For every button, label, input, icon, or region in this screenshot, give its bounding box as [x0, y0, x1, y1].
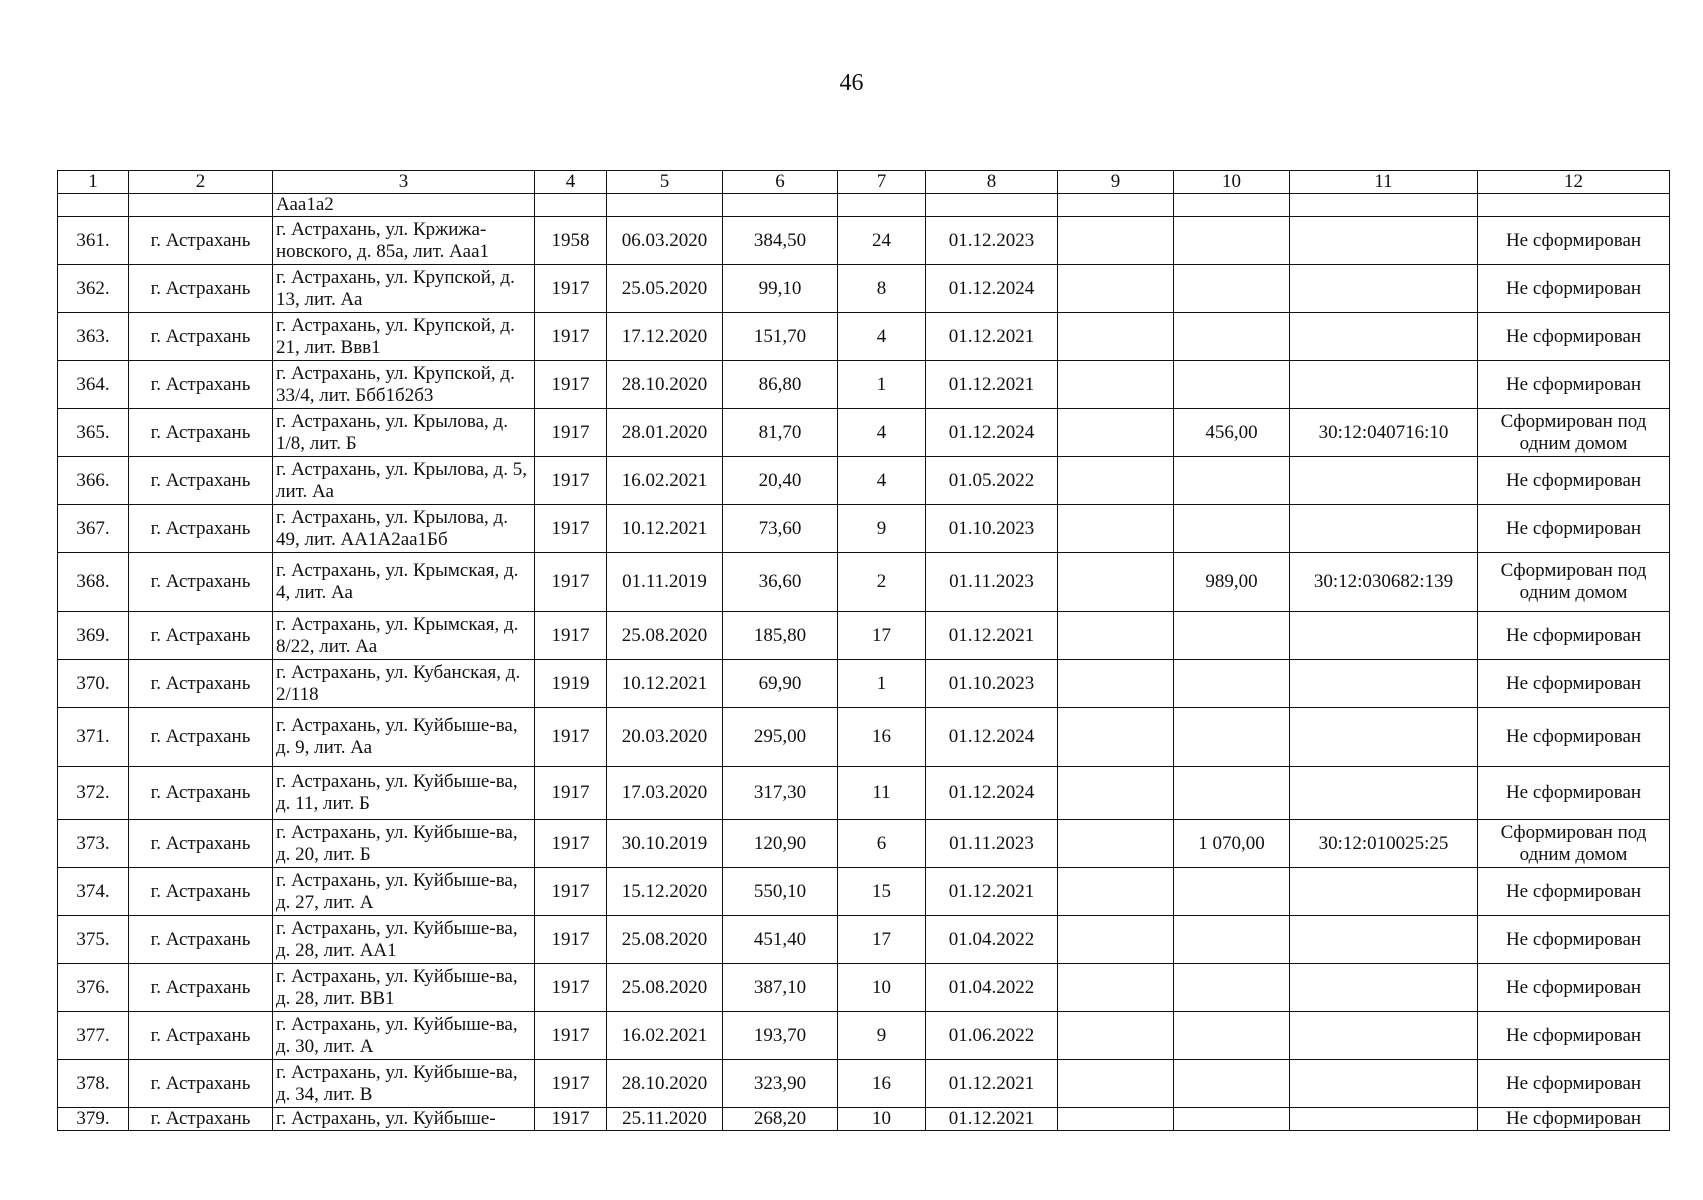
area-cell: 323,90 — [723, 1060, 838, 1108]
address-cell: г. Астрахань, ул. Крылова, д. 49, лит. АА1А2аа1Бб — [273, 505, 535, 553]
city-cell: г. Астрахань — [129, 265, 273, 313]
land-area-cell — [1174, 708, 1290, 767]
column-9-cell — [1058, 820, 1174, 868]
land-area-cell — [1174, 612, 1290, 660]
land-status-cell: Не сформирован — [1478, 916, 1670, 964]
land-area-cell — [1174, 964, 1290, 1012]
date-cell: 25.08.2020 — [607, 964, 723, 1012]
cadastral-number-cell — [1290, 1108, 1478, 1131]
area-cell: 36,60 — [723, 553, 838, 612]
column-9-cell — [1058, 612, 1174, 660]
table-row — [58, 457, 1670, 505]
column-9-cell — [1058, 868, 1174, 916]
city-cell: г. Астрахань — [129, 708, 273, 767]
column-header: 10 — [1174, 171, 1290, 194]
cadastral-number-cell — [1290, 708, 1478, 767]
deadline-cell: 01.10.2023 — [926, 660, 1058, 708]
city-cell: г. Астрахань — [129, 820, 273, 868]
column-9-cell — [1058, 361, 1174, 409]
column-9-cell — [1058, 505, 1174, 553]
residents-cell: 9 — [838, 505, 926, 553]
city-cell: г. Астрахань — [129, 1060, 273, 1108]
residents-cell: 4 — [838, 313, 926, 361]
cell — [58, 194, 129, 217]
row-number: 370. — [58, 660, 129, 708]
row-number: 365. — [58, 409, 129, 457]
date-cell: 20.03.2020 — [607, 708, 723, 767]
row-number: 376. — [58, 964, 129, 1012]
residents-cell: 9 — [838, 1012, 926, 1060]
address-cell: г. Астрахань, ул. Куйбыше-ва, д. 20, лит. Б — [273, 820, 535, 868]
table-row — [58, 265, 1670, 313]
land-area-cell — [1174, 505, 1290, 553]
residents-cell: 6 — [838, 820, 926, 868]
deadline-cell: 01.12.2024 — [926, 409, 1058, 457]
land-status-cell: Не сформирован — [1478, 217, 1670, 265]
deadline-cell: 01.12.2024 — [926, 708, 1058, 767]
deadline-cell: 01.12.2021 — [926, 1108, 1058, 1131]
land-area-cell — [1174, 313, 1290, 361]
land-status-cell: Не сформирован — [1478, 964, 1670, 1012]
area-cell: 384,50 — [723, 217, 838, 265]
residents-cell: 10 — [838, 1108, 926, 1131]
date-cell: 28.01.2020 — [607, 409, 723, 457]
address-cell: г. Астрахань, ул. Куйбыше- — [273, 1108, 535, 1131]
area-cell: 20,40 — [723, 457, 838, 505]
cadastral-number-cell: 30:12:040716:10 — [1290, 409, 1478, 457]
row-number: 367. — [58, 505, 129, 553]
address-cell: г. Астрахань, ул. Куйбыше-ва, д. 30, лит. А — [273, 1012, 535, 1060]
date-cell: 28.10.2020 — [607, 1060, 723, 1108]
year-cell: 1917 — [535, 820, 607, 868]
row-number: 361. — [58, 217, 129, 265]
residents-cell: 1 — [838, 361, 926, 409]
year-cell: 1917 — [535, 612, 607, 660]
row-number: 374. — [58, 868, 129, 916]
year-cell: 1917 — [535, 409, 607, 457]
area-cell: 69,90 — [723, 660, 838, 708]
address-cell: г. Астрахань, ул. Крупской, д. 21, лит. Ввв1 — [273, 313, 535, 361]
date-cell: 25.08.2020 — [607, 612, 723, 660]
land-status-cell: Сформирован под одним домом — [1478, 820, 1670, 868]
address-cell: г. Астрахань, ул. Крупской, д. 33/4, лит. Ббб1б2б3 — [273, 361, 535, 409]
table-row — [58, 409, 1670, 457]
year-cell: 1919 — [535, 660, 607, 708]
year-cell: 1917 — [535, 868, 607, 916]
city-cell: г. Астрахань — [129, 409, 273, 457]
deadline-cell: 01.12.2021 — [926, 361, 1058, 409]
table-row — [58, 820, 1670, 868]
cell — [1478, 194, 1670, 217]
year-cell: 1917 — [535, 265, 607, 313]
cell — [129, 194, 273, 217]
date-cell: 01.11.2019 — [607, 553, 723, 612]
table-row — [58, 868, 1670, 916]
land-status-cell: Не сформирован — [1478, 361, 1670, 409]
land-status-cell: Не сформирован — [1478, 1108, 1670, 1131]
column-header: 12 — [1478, 171, 1670, 194]
table-row — [58, 708, 1670, 767]
area-cell: 120,90 — [723, 820, 838, 868]
area-cell: 99,10 — [723, 265, 838, 313]
residents-cell: 10 — [838, 964, 926, 1012]
city-cell: г. Астрахань — [129, 1108, 273, 1131]
city-cell: г. Астрахань — [129, 457, 273, 505]
deadline-cell: 01.12.2021 — [926, 612, 1058, 660]
address-cell: г. Астрахань, ул. Куйбыше-ва, д. 27, лит. А — [273, 868, 535, 916]
residents-cell: 1 — [838, 660, 926, 708]
year-cell: 1958 — [535, 217, 607, 265]
land-area-cell — [1174, 767, 1290, 820]
cadastral-number-cell — [1290, 457, 1478, 505]
cadastral-number-cell — [1290, 660, 1478, 708]
year-cell: 1917 — [535, 916, 607, 964]
row-number: 375. — [58, 916, 129, 964]
column-header: 5 — [607, 171, 723, 194]
area-cell: 81,70 — [723, 409, 838, 457]
land-status-cell: Не сформирован — [1478, 457, 1670, 505]
column-header: 4 — [535, 171, 607, 194]
year-cell: 1917 — [535, 708, 607, 767]
table-row — [58, 217, 1670, 265]
year-cell: 1917 — [535, 767, 607, 820]
cell — [723, 194, 838, 217]
cell — [607, 194, 723, 217]
area-cell: 317,30 — [723, 767, 838, 820]
cadastral-number-cell — [1290, 964, 1478, 1012]
address-cell: г. Астрахань, ул. Крылова, д. 5, лит. Аа — [273, 457, 535, 505]
date-cell: 25.05.2020 — [607, 265, 723, 313]
column-9-cell — [1058, 660, 1174, 708]
land-area-cell — [1174, 1060, 1290, 1108]
deadline-cell: 01.11.2023 — [926, 820, 1058, 868]
column-header: 7 — [838, 171, 926, 194]
column-header: 6 — [723, 171, 838, 194]
land-area-cell — [1174, 217, 1290, 265]
land-status-cell: Не сформирован — [1478, 708, 1670, 767]
cadastral-number-cell — [1290, 767, 1478, 820]
column-header: 3 — [273, 171, 535, 194]
date-cell: 10.12.2021 — [607, 505, 723, 553]
column-9-cell — [1058, 1060, 1174, 1108]
table-body — [58, 194, 1670, 1131]
land-area-cell — [1174, 265, 1290, 313]
cell — [838, 194, 926, 217]
city-cell: г. Астрахань — [129, 217, 273, 265]
city-cell: г. Астрахань — [129, 767, 273, 820]
row-number: 366. — [58, 457, 129, 505]
cadastral-number-cell — [1290, 217, 1478, 265]
deadline-cell: 01.11.2023 — [926, 553, 1058, 612]
city-cell: г. Астрахань — [129, 505, 273, 553]
row-number: 378. — [58, 1060, 129, 1108]
residents-cell: 24 — [838, 217, 926, 265]
land-area-cell: 1 070,00 — [1174, 820, 1290, 868]
city-cell: г. Астрахань — [129, 916, 273, 964]
row-number: 362. — [58, 265, 129, 313]
column-9-cell — [1058, 964, 1174, 1012]
column-9-cell — [1058, 409, 1174, 457]
area-cell: 451,40 — [723, 916, 838, 964]
land-status-cell: Не сформирован — [1478, 1060, 1670, 1108]
cell — [1290, 194, 1478, 217]
cadastral-number-cell — [1290, 1060, 1478, 1108]
table-row — [58, 964, 1670, 1012]
column-header: 8 — [926, 171, 1058, 194]
table-row — [58, 612, 1670, 660]
column-header: 1 — [58, 171, 129, 194]
row-number: 373. — [58, 820, 129, 868]
cadastral-number-cell: 30:12:030682:139 — [1290, 553, 1478, 612]
year-cell: 1917 — [535, 553, 607, 612]
table-row — [58, 660, 1670, 708]
column-header: 9 — [1058, 171, 1174, 194]
residents-cell: 8 — [838, 265, 926, 313]
address-cell: г. Астрахань, ул. Куйбыше-ва, д. 28, лит. АА1 — [273, 916, 535, 964]
deadline-cell: 01.12.2021 — [926, 313, 1058, 361]
cell — [926, 194, 1058, 217]
residents-cell: 11 — [838, 767, 926, 820]
deadline-cell: 01.04.2022 — [926, 964, 1058, 1012]
area-cell: 295,00 — [723, 708, 838, 767]
column-9-cell — [1058, 265, 1174, 313]
address-cell: г. Астрахань, ул. Кржижа-новского, д. 85а, лит. Ааа1 — [273, 217, 535, 265]
table-row — [58, 361, 1670, 409]
area-cell: 151,70 — [723, 313, 838, 361]
land-status-cell: Не сформирован — [1478, 265, 1670, 313]
date-cell: 16.02.2021 — [607, 1012, 723, 1060]
land-area-cell — [1174, 1108, 1290, 1131]
address-cell: г. Астрахань, ул. Кубанская, д. 2/118 — [273, 660, 535, 708]
cadastral-number-cell — [1290, 265, 1478, 313]
table-row — [58, 313, 1670, 361]
land-area-cell — [1174, 457, 1290, 505]
city-cell: г. Астрахань — [129, 868, 273, 916]
land-status-cell: Не сформирован — [1478, 767, 1670, 820]
address-cell: г. Астрахань, ул. Крымская, д. 4, лит. Аа — [273, 553, 535, 612]
area-cell: 268,20 — [723, 1108, 838, 1131]
year-cell: 1917 — [535, 1108, 607, 1131]
column-9-cell — [1058, 708, 1174, 767]
table-row — [58, 505, 1670, 553]
area-cell: 550,10 — [723, 868, 838, 916]
year-cell: 1917 — [535, 361, 607, 409]
row-number: 371. — [58, 708, 129, 767]
land-area-cell — [1174, 916, 1290, 964]
column-header: 2 — [129, 171, 273, 194]
residents-cell: 17 — [838, 612, 926, 660]
land-area-cell: 989,00 — [1174, 553, 1290, 612]
row-number: 369. — [58, 612, 129, 660]
cadastral-number-cell — [1290, 361, 1478, 409]
address-cell: г. Астрахань, ул. Куйбыше-ва, д. 9, лит. Аа — [273, 708, 535, 767]
column-9-cell — [1058, 1012, 1174, 1060]
area-cell: 73,60 — [723, 505, 838, 553]
row-number: 377. — [58, 1012, 129, 1060]
column-header: 11 — [1290, 171, 1478, 194]
land-status-cell: Не сформирован — [1478, 868, 1670, 916]
date-cell: 06.03.2020 — [607, 217, 723, 265]
land-status-cell: Не сформирован — [1478, 1012, 1670, 1060]
column-9-cell — [1058, 553, 1174, 612]
year-cell: 1917 — [535, 505, 607, 553]
deadline-cell: 01.12.2024 — [926, 767, 1058, 820]
area-cell: 193,70 — [723, 1012, 838, 1060]
city-cell: г. Астрахань — [129, 964, 273, 1012]
cadastral-number-cell — [1290, 612, 1478, 660]
area-cell: 185,80 — [723, 612, 838, 660]
residents-cell: 15 — [838, 868, 926, 916]
cadastral-number-cell — [1290, 505, 1478, 553]
year-cell: 1917 — [535, 313, 607, 361]
column-9-cell — [1058, 916, 1174, 964]
table-row — [58, 1060, 1670, 1108]
deadline-cell: 01.06.2022 — [926, 1012, 1058, 1060]
residents-cell: 4 — [838, 457, 926, 505]
deadline-cell: 01.10.2023 — [926, 505, 1058, 553]
deadline-cell: 01.12.2024 — [926, 265, 1058, 313]
address-cell: г. Астрахань, ул. Крылова, д. 1/8, лит. Б — [273, 409, 535, 457]
cadastral-number-cell — [1290, 868, 1478, 916]
area-cell: 86,80 — [723, 361, 838, 409]
date-cell: 10.12.2021 — [607, 660, 723, 708]
deadline-cell: 01.05.2022 — [926, 457, 1058, 505]
city-cell: г. Астрахань — [129, 660, 273, 708]
column-9-cell — [1058, 313, 1174, 361]
continuation-address: Ааа1а2 — [273, 194, 535, 217]
land-status-cell: Не сформирован — [1478, 505, 1670, 553]
residents-cell: 17 — [838, 916, 926, 964]
cadastral-number-cell — [1290, 916, 1478, 964]
land-status-cell: Сформирован под одним домом — [1478, 409, 1670, 457]
table-row — [58, 767, 1670, 820]
city-cell: г. Астрахань — [129, 361, 273, 409]
city-cell: г. Астрахань — [129, 553, 273, 612]
area-cell: 387,10 — [723, 964, 838, 1012]
year-cell: 1917 — [535, 1060, 607, 1108]
date-cell: 25.08.2020 — [607, 916, 723, 964]
deadline-cell: 01.12.2021 — [926, 868, 1058, 916]
city-cell: г. Астрахань — [129, 313, 273, 361]
continuation-row — [58, 194, 1670, 217]
year-cell: 1917 — [535, 1012, 607, 1060]
row-number: 363. — [58, 313, 129, 361]
land-status-cell: Не сформирован — [1478, 660, 1670, 708]
row-number: 372. — [58, 767, 129, 820]
date-cell: 17.12.2020 — [607, 313, 723, 361]
date-cell: 25.11.2020 — [607, 1108, 723, 1131]
year-cell: 1917 — [535, 457, 607, 505]
table-row — [58, 1012, 1670, 1060]
address-cell: г. Астрахань, ул. Крымская, д. 8/22, лит. Аа — [273, 612, 535, 660]
row-number: 379. — [58, 1108, 129, 1131]
city-cell: г. Астрахань — [129, 1012, 273, 1060]
date-cell: 16.02.2021 — [607, 457, 723, 505]
column-9-cell — [1058, 1108, 1174, 1131]
column-9-cell — [1058, 217, 1174, 265]
land-area-cell: 456,00 — [1174, 409, 1290, 457]
residents-cell: 16 — [838, 708, 926, 767]
date-cell: 17.03.2020 — [607, 767, 723, 820]
date-cell: 28.10.2020 — [607, 361, 723, 409]
land-status-cell: Сформирован под одним домом — [1478, 553, 1670, 612]
table-row — [58, 916, 1670, 964]
row-number: 364. — [58, 361, 129, 409]
column-number-row — [58, 171, 1670, 194]
column-9-cell — [1058, 457, 1174, 505]
address-cell: г. Астрахань, ул. Куйбыше-ва, д. 34, лит. В — [273, 1060, 535, 1108]
land-status-cell: Не сформирован — [1478, 612, 1670, 660]
row-number: 368. — [58, 553, 129, 612]
deadline-cell: 01.12.2023 — [926, 217, 1058, 265]
cell — [1174, 194, 1290, 217]
date-cell: 30.10.2019 — [607, 820, 723, 868]
residents-cell: 2 — [838, 553, 926, 612]
land-area-cell — [1174, 660, 1290, 708]
cell — [535, 194, 607, 217]
housing-registry-table — [57, 170, 1670, 1131]
table-row — [58, 1108, 1670, 1131]
land-area-cell — [1174, 868, 1290, 916]
column-9-cell — [1058, 767, 1174, 820]
deadline-cell: 01.12.2021 — [926, 1060, 1058, 1108]
address-cell: г. Астрахань, ул. Куйбыше-ва, д. 11, лит. Б — [273, 767, 535, 820]
cadastral-number-cell: 30:12:010025:25 — [1290, 820, 1478, 868]
year-cell: 1917 — [535, 964, 607, 1012]
land-area-cell — [1174, 361, 1290, 409]
land-status-cell: Не сформирован — [1478, 313, 1670, 361]
cadastral-number-cell — [1290, 313, 1478, 361]
page-number: 46 — [839, 70, 864, 96]
residents-cell: 4 — [838, 409, 926, 457]
city-cell: г. Астрахань — [129, 612, 273, 660]
residents-cell: 16 — [838, 1060, 926, 1108]
cadastral-number-cell — [1290, 1012, 1478, 1060]
deadline-cell: 01.04.2022 — [926, 916, 1058, 964]
address-cell: г. Астрахань, ул. Куйбыше-ва, д. 28, лит. ВВ1 — [273, 964, 535, 1012]
cell — [1058, 194, 1174, 217]
land-area-cell — [1174, 1012, 1290, 1060]
date-cell: 15.12.2020 — [607, 868, 723, 916]
address-cell: г. Астрахань, ул. Крупской, д. 13, лит. Аа — [273, 265, 535, 313]
table-row — [58, 553, 1670, 612]
